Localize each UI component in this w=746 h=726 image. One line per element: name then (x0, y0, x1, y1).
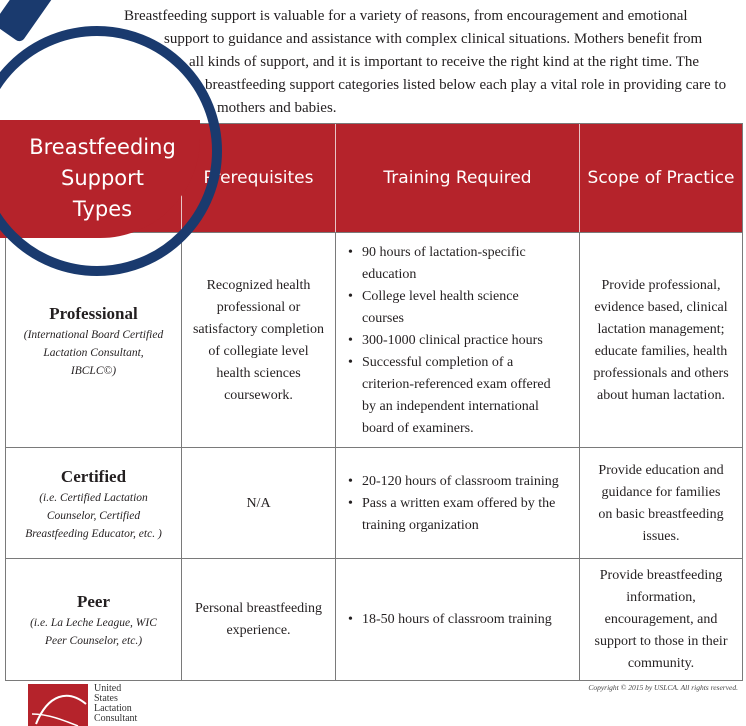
prereq-line: professional or (216, 299, 301, 315)
type-desc-line-3: IBCLC©) (70, 364, 117, 377)
training-cell-professional (335, 233, 579, 448)
prereq-line: experience. (226, 623, 291, 638)
type-cell-professional (6, 233, 181, 448)
training-list-professional (344, 242, 551, 440)
type-desc-line-2: Peer Counselor, etc.) (44, 635, 143, 647)
scope-line: Provide professional, (601, 277, 721, 293)
support-types-title-line-2: Support (60, 165, 144, 190)
support-types-table (5, 123, 743, 681)
type-cell-peer (6, 559, 181, 681)
prereq-line: coursework. (224, 387, 293, 403)
intro-line-4: breastfeeding support categories listed below each play a vital role in providing care to (205, 77, 727, 93)
copyright-notice: Copyright © 2015 by USLCA. All rights reserved. (588, 683, 738, 692)
scope-line: encouragement, and (604, 612, 718, 627)
prereq-cell-certified (181, 448, 335, 559)
training-item: • Pass a written exam offered by the training organization (362, 493, 559, 537)
scope-line: lactation management; (597, 321, 725, 337)
support-types-title (29, 132, 176, 225)
header-prerequisites: Prerequisites (181, 124, 335, 232)
scope-line: Provide education and (598, 462, 724, 478)
prereq-cell-professional (181, 233, 335, 448)
scope-line: issues. (642, 528, 680, 544)
scope-line: community. (627, 656, 695, 671)
header-scope-of-practice: Scope of Practice (579, 124, 742, 232)
training-cell-certified (335, 448, 579, 559)
training-list-peer (344, 609, 552, 631)
support-types-title-line-1: Breastfeeding (29, 134, 176, 159)
training-item: • Successful completion of a criterion-referenced exam offered by an independent international board of examiners. (362, 352, 551, 440)
scope-line: on basic breastfeeding (598, 506, 724, 522)
type-desc-line-1: (i.e. La Leche League, WIC (30, 617, 157, 629)
prereq-line: Recognized health (206, 277, 311, 293)
table-row-peer (6, 558, 742, 681)
type-desc-line-1: (International Board Certified (23, 328, 164, 341)
uslca-logo-mark-icon (28, 684, 88, 726)
type-name-certified: Certified (60, 466, 127, 486)
prereq-line: satisfactory completion (192, 321, 325, 337)
type-name-peer: Peer (76, 592, 111, 611)
prereq-line: of collegiate level (208, 343, 309, 359)
training-item: • 18-50 hours of classroom training (362, 609, 552, 631)
intro-line-2: support to guidance and assistance with complex clinical situations. Mothers benefit from (164, 31, 703, 47)
support-types-title-line-3: Types (72, 196, 133, 221)
table-row-certified (6, 447, 742, 559)
table-row-professional (6, 232, 742, 448)
training-item: • College level health science courses (362, 286, 551, 330)
scope-line: support to those in their (594, 634, 728, 649)
scope-line: educate families, health (594, 343, 728, 359)
magnifier-handle-decoration (0, 0, 61, 43)
training-item: • 90 hours of lactation-specific education (362, 242, 551, 286)
logo-line: Lactation (94, 703, 132, 714)
type-desc-line-2: Lactation Consultant, (43, 346, 144, 359)
prereq-line: health sciences (216, 365, 301, 381)
type-desc-line-3: Breastfeeding Educator, etc. ) (25, 527, 162, 540)
training-item: • 20-120 hours of classroom training (362, 471, 559, 493)
header-training-required: Training Required (335, 124, 579, 232)
type-name-professional: Professional (49, 303, 138, 323)
type-cell-certified (6, 448, 181, 559)
scope-cell-professional (579, 233, 742, 448)
intro-line-1: Breastfeeding support is valuable for a variety of reasons, from encouragement and emotional (124, 8, 688, 24)
intro-line-5: mothers and babies. (217, 100, 337, 116)
prereq-line: Personal breastfeeding (194, 601, 323, 616)
scope-line: about human lactation. (597, 387, 725, 403)
logo-line: States (94, 693, 118, 704)
scope-line: information, (626, 590, 696, 605)
logo-line: Consultant (94, 713, 138, 724)
training-cell-peer (335, 559, 579, 681)
scope-cell-certified (579, 448, 742, 559)
prereq-cell-peer (181, 559, 335, 681)
logo-line: United (94, 683, 122, 694)
scope-cell-peer (579, 559, 742, 681)
type-desc-line-1: (i.e. Certified Lactation (39, 491, 148, 504)
uslca-logo-text (94, 684, 137, 724)
scope-line: evidence based, clinical (594, 299, 728, 315)
training-item: • 300-1000 clinical practice hours (362, 330, 551, 352)
header-support-types (6, 124, 181, 232)
training-list-certified (344, 471, 559, 537)
scope-line: Provide breastfeeding (599, 568, 723, 583)
type-desc-line-2: Counselor, Certified (46, 509, 141, 522)
prereq-line: N/A (246, 495, 271, 511)
uslca-logo (28, 684, 148, 726)
intro-line-3: all kinds of support, and it is important to receive the right kind at the right time. The (189, 54, 700, 70)
scope-line: guidance for families (601, 484, 721, 500)
scope-line: professionals and others (593, 365, 729, 381)
